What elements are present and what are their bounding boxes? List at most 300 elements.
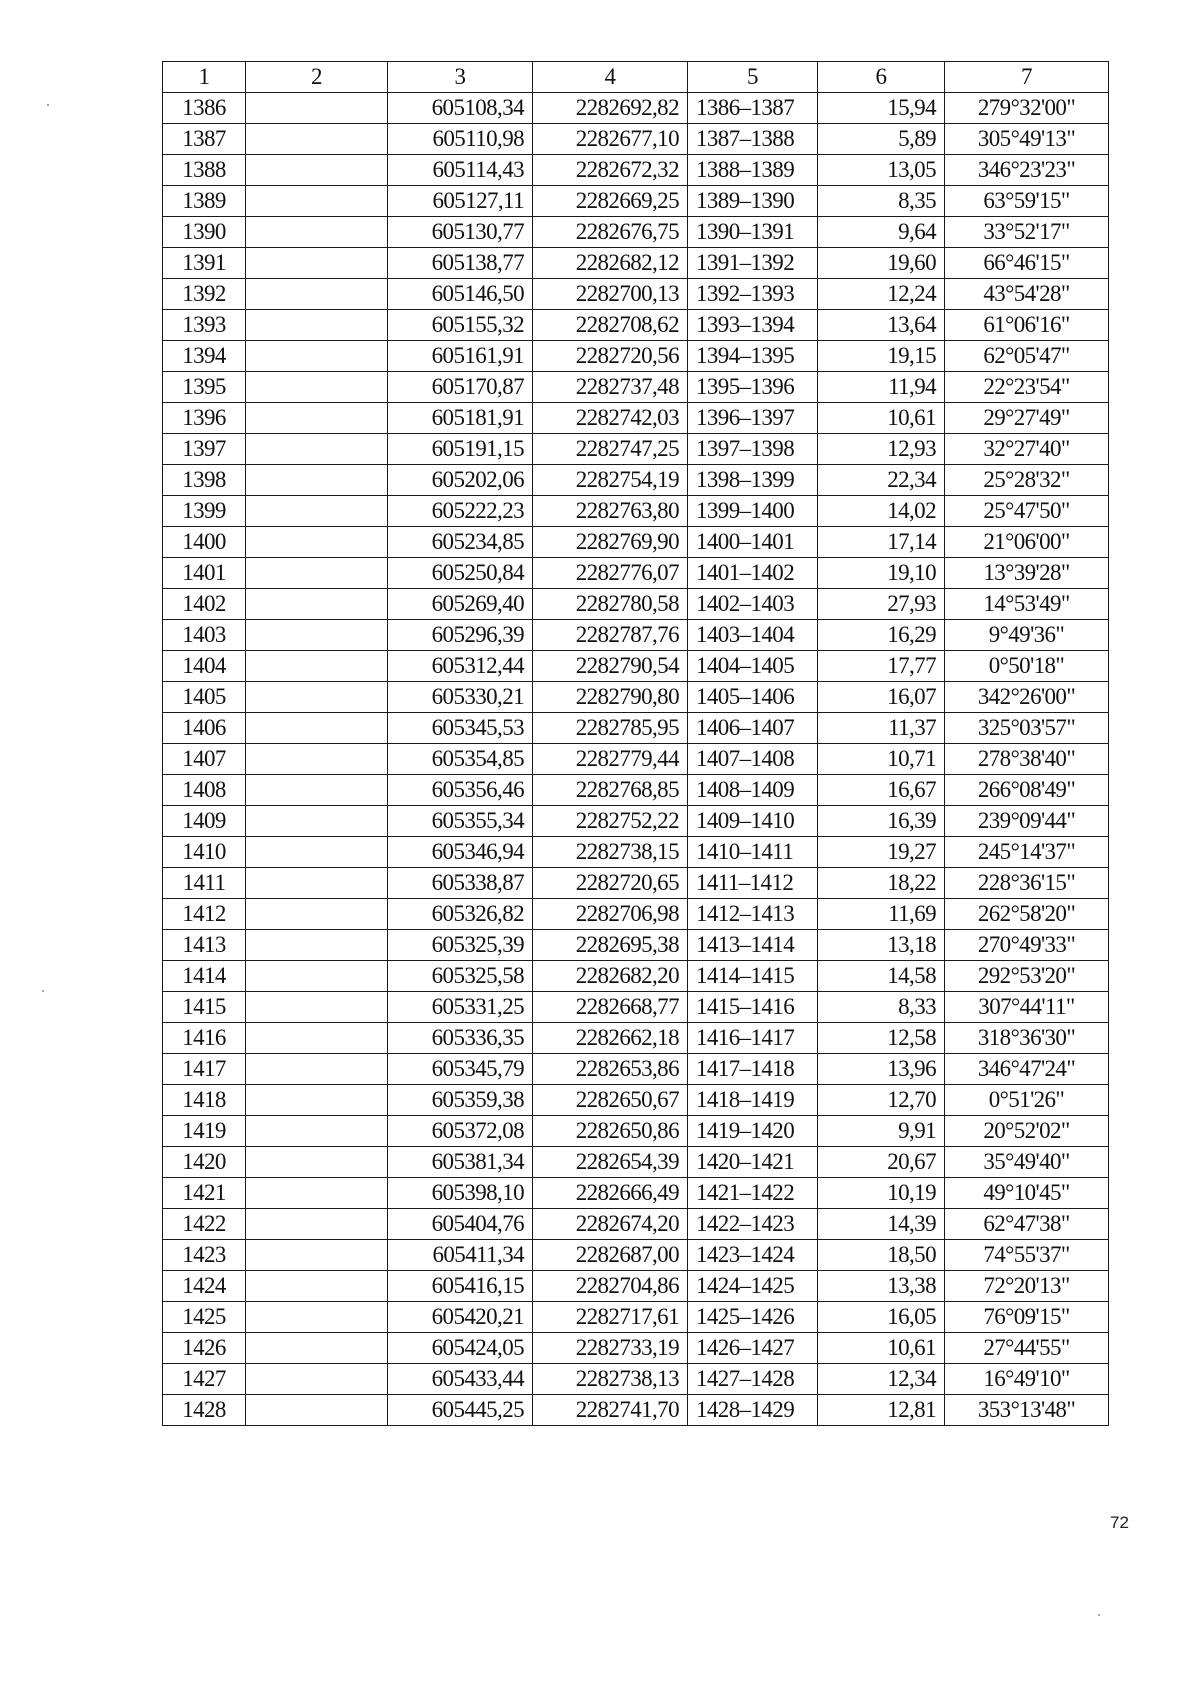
coord-x-cell: 605130,77	[388, 217, 533, 248]
point-number-cell: 1423	[163, 1240, 246, 1271]
point-note-cell	[246, 465, 388, 496]
table-row	[163, 527, 1109, 558]
segment-cell: 1404–1405	[688, 651, 818, 682]
column-header: 7	[945, 62, 1109, 93]
point-number-cell: 1424	[163, 1271, 246, 1302]
bearing-cell: 25°47'50"	[945, 496, 1109, 527]
coord-x-cell: 605312,44	[388, 651, 533, 682]
length-cell: 22,34	[818, 465, 945, 496]
coord-y-cell: 2282653,86	[533, 1054, 688, 1085]
coord-x-cell: 605331,25	[388, 992, 533, 1023]
segment-cell: 1425–1426	[688, 1302, 818, 1333]
coord-x-cell: 605234,85	[388, 527, 533, 558]
point-note-cell	[246, 558, 388, 589]
coordinates-table	[162, 61, 1109, 1426]
bearing-cell: 33°52'17"	[945, 217, 1109, 248]
point-note-cell	[246, 1364, 388, 1395]
bearing-cell: 63°59'15"	[945, 186, 1109, 217]
point-number-cell: 1416	[163, 1023, 246, 1054]
table-row	[163, 620, 1109, 651]
table-row	[163, 372, 1109, 403]
segment-cell: 1386–1387	[688, 93, 818, 124]
coord-y-cell: 2282733,19	[533, 1333, 688, 1364]
segment-cell: 1392–1393	[688, 279, 818, 310]
coord-y-cell: 2282769,90	[533, 527, 688, 558]
coord-x-cell: 605345,53	[388, 713, 533, 744]
length-cell: 19,27	[818, 837, 945, 868]
segment-cell: 1397–1398	[688, 434, 818, 465]
bearing-cell: 27°44'55"	[945, 1333, 1109, 1364]
table-row	[163, 217, 1109, 248]
table-row	[163, 1364, 1109, 1395]
coord-y-cell: 2282650,67	[533, 1085, 688, 1116]
point-note-cell	[246, 310, 388, 341]
column-header: 1	[163, 62, 246, 93]
table-row	[163, 248, 1109, 279]
table-row	[163, 961, 1109, 992]
coord-x-cell: 605338,87	[388, 868, 533, 899]
bearing-cell: 61°06'16"	[945, 310, 1109, 341]
table-row	[163, 434, 1109, 465]
coord-y-cell: 2282776,07	[533, 558, 688, 589]
coord-x-cell: 605330,21	[388, 682, 533, 713]
coord-y-cell: 2282695,38	[533, 930, 688, 961]
bearing-cell: 43°54'28"	[945, 279, 1109, 310]
bearing-cell: 292°53'20"	[945, 961, 1109, 992]
segment-cell: 1409–1410	[688, 806, 818, 837]
coord-y-cell: 2282738,15	[533, 837, 688, 868]
coord-x-cell: 605424,05	[388, 1333, 533, 1364]
bearing-cell: 0°51'26"	[945, 1085, 1109, 1116]
point-number-cell: 1399	[163, 496, 246, 527]
point-number-cell: 1425	[163, 1302, 246, 1333]
point-number-cell: 1412	[163, 899, 246, 930]
page-number: 72	[1110, 1513, 1129, 1532]
length-cell: 10,19	[818, 1178, 945, 1209]
point-number-cell: 1386	[163, 93, 246, 124]
table-row	[163, 806, 1109, 837]
length-cell: 16,05	[818, 1302, 945, 1333]
table-row	[163, 651, 1109, 682]
length-cell: 18,50	[818, 1240, 945, 1271]
point-number-cell: 1404	[163, 651, 246, 682]
coord-x-cell: 605296,39	[388, 620, 533, 651]
point-number-cell: 1401	[163, 558, 246, 589]
table-row	[163, 1116, 1109, 1147]
coord-y-cell: 2282763,80	[533, 496, 688, 527]
point-number-cell: 1417	[163, 1054, 246, 1085]
coord-y-cell: 2282768,85	[533, 775, 688, 806]
point-note-cell	[246, 651, 388, 682]
table-row	[163, 496, 1109, 527]
segment-cell: 1401–1402	[688, 558, 818, 589]
point-number-cell: 1426	[163, 1333, 246, 1364]
coord-y-cell: 2282787,76	[533, 620, 688, 651]
table-row	[163, 1333, 1109, 1364]
segment-cell: 1413–1414	[688, 930, 818, 961]
coord-x-cell: 605127,11	[388, 186, 533, 217]
table-row	[163, 744, 1109, 775]
bearing-cell: 72°20'13"	[945, 1271, 1109, 1302]
segment-cell: 1415–1416	[688, 992, 818, 1023]
segment-cell: 1400–1401	[688, 527, 818, 558]
point-note-cell	[246, 1023, 388, 1054]
bearing-cell: 228°36'15"	[945, 868, 1109, 899]
point-note-cell	[246, 248, 388, 279]
coord-x-cell: 605202,06	[388, 465, 533, 496]
segment-cell: 1393–1394	[688, 310, 818, 341]
point-number-cell: 1427	[163, 1364, 246, 1395]
bearing-cell: 346°47'24"	[945, 1054, 1109, 1085]
point-note-cell	[246, 589, 388, 620]
coord-x-cell: 605250,84	[388, 558, 533, 589]
coord-x-cell: 605398,10	[388, 1178, 533, 1209]
coord-y-cell: 2282650,86	[533, 1116, 688, 1147]
point-number-cell: 1419	[163, 1116, 246, 1147]
table-row	[163, 589, 1109, 620]
coord-y-cell: 2282720,56	[533, 341, 688, 372]
point-note-cell	[246, 620, 388, 651]
bearing-cell: 29°27'49"	[945, 403, 1109, 434]
length-cell: 27,93	[818, 589, 945, 620]
coord-x-cell: 605404,76	[388, 1209, 533, 1240]
segment-cell: 1390–1391	[688, 217, 818, 248]
coord-x-cell: 605170,87	[388, 372, 533, 403]
point-note-cell	[246, 1178, 388, 1209]
table-row	[163, 837, 1109, 868]
coord-y-cell: 2282682,20	[533, 961, 688, 992]
bearing-cell: 22°23'54"	[945, 372, 1109, 403]
segment-cell: 1406–1407	[688, 713, 818, 744]
table-row	[163, 1395, 1109, 1426]
coord-y-cell: 2282741,70	[533, 1395, 688, 1426]
coord-y-cell: 2282677,10	[533, 124, 688, 155]
length-cell: 8,33	[818, 992, 945, 1023]
point-number-cell: 1405	[163, 682, 246, 713]
point-note-cell	[246, 217, 388, 248]
bearing-cell: 16°49'10"	[945, 1364, 1109, 1395]
segment-cell: 1403–1404	[688, 620, 818, 651]
point-note-cell	[246, 899, 388, 930]
table-row	[163, 775, 1109, 806]
column-header: 5	[688, 62, 818, 93]
bearing-cell: 278°38'40"	[945, 744, 1109, 775]
coord-y-cell: 2282790,80	[533, 682, 688, 713]
coord-y-cell: 2282682,12	[533, 248, 688, 279]
length-cell: 13,05	[818, 155, 945, 186]
point-number-cell: 1390	[163, 217, 246, 248]
point-number-cell: 1411	[163, 868, 246, 899]
length-cell: 19,60	[818, 248, 945, 279]
coord-y-cell: 2282708,62	[533, 310, 688, 341]
length-cell: 5,89	[818, 124, 945, 155]
segment-cell: 1422–1423	[688, 1209, 818, 1240]
length-cell: 12,24	[818, 279, 945, 310]
point-note-cell	[246, 124, 388, 155]
bearing-cell: 307°44'11"	[945, 992, 1109, 1023]
table-row	[163, 1240, 1109, 1271]
coord-x-cell: 605325,39	[388, 930, 533, 961]
point-note-cell	[246, 806, 388, 837]
segment-cell: 1408–1409	[688, 775, 818, 806]
coord-x-cell: 605191,15	[388, 434, 533, 465]
point-note-cell	[246, 496, 388, 527]
length-cell: 10,71	[818, 744, 945, 775]
segment-cell: 1410–1411	[688, 837, 818, 868]
point-note-cell	[246, 1333, 388, 1364]
coord-x-cell: 605325,58	[388, 961, 533, 992]
point-note-cell	[246, 434, 388, 465]
point-number-cell: 1420	[163, 1147, 246, 1178]
coord-x-cell: 605411,34	[388, 1240, 533, 1271]
segment-cell: 1428–1429	[688, 1395, 818, 1426]
length-cell: 17,77	[818, 651, 945, 682]
length-cell: 12,81	[818, 1395, 945, 1426]
point-number-cell: 1406	[163, 713, 246, 744]
segment-cell: 1407–1408	[688, 744, 818, 775]
coord-x-cell: 605356,46	[388, 775, 533, 806]
bearing-cell: 21°06'00"	[945, 527, 1109, 558]
segment-cell: 1394–1395	[688, 341, 818, 372]
segment-cell: 1398–1399	[688, 465, 818, 496]
length-cell: 9,64	[818, 217, 945, 248]
length-cell: 16,29	[818, 620, 945, 651]
coord-x-cell: 605146,50	[388, 279, 533, 310]
point-number-cell: 1392	[163, 279, 246, 310]
scan-speck	[42, 990, 44, 992]
table-row	[163, 155, 1109, 186]
bearing-cell: 346°23'23"	[945, 155, 1109, 186]
segment-cell: 1423–1424	[688, 1240, 818, 1271]
coord-y-cell: 2282717,61	[533, 1302, 688, 1333]
point-note-cell	[246, 341, 388, 372]
coord-y-cell: 2282704,86	[533, 1271, 688, 1302]
column-header: 3	[388, 62, 533, 93]
coord-x-cell: 605420,21	[388, 1302, 533, 1333]
length-cell: 11,94	[818, 372, 945, 403]
bearing-cell: 262°58'20"	[945, 899, 1109, 930]
point-note-cell	[246, 527, 388, 558]
table-row	[163, 186, 1109, 217]
table-row	[163, 682, 1109, 713]
table-row	[163, 1147, 1109, 1178]
bearing-cell: 239°09'44"	[945, 806, 1109, 837]
table-row	[163, 1271, 1109, 1302]
segment-cell: 1417–1418	[688, 1054, 818, 1085]
table-row	[163, 124, 1109, 155]
coord-x-cell: 605181,91	[388, 403, 533, 434]
coord-y-cell: 2282672,32	[533, 155, 688, 186]
point-note-cell	[246, 1395, 388, 1426]
length-cell: 8,35	[818, 186, 945, 217]
bearing-cell: 32°27'40"	[945, 434, 1109, 465]
segment-cell: 1411–1412	[688, 868, 818, 899]
coord-y-cell: 2282752,22	[533, 806, 688, 837]
length-cell: 20,67	[818, 1147, 945, 1178]
coord-x-cell: 605269,40	[388, 589, 533, 620]
table-row	[163, 930, 1109, 961]
coord-x-cell: 605416,15	[388, 1271, 533, 1302]
length-cell: 10,61	[818, 1333, 945, 1364]
coord-y-cell: 2282779,44	[533, 744, 688, 775]
length-cell: 18,22	[818, 868, 945, 899]
point-note-cell	[246, 744, 388, 775]
point-number-cell: 1422	[163, 1209, 246, 1240]
point-number-cell: 1391	[163, 248, 246, 279]
coord-y-cell: 2282674,20	[533, 1209, 688, 1240]
bearing-cell: 66°46'15"	[945, 248, 1109, 279]
point-note-cell	[246, 279, 388, 310]
point-number-cell: 1388	[163, 155, 246, 186]
coord-y-cell: 2282754,19	[533, 465, 688, 496]
point-number-cell: 1398	[163, 465, 246, 496]
point-number-cell: 1395	[163, 372, 246, 403]
coord-y-cell: 2282666,49	[533, 1178, 688, 1209]
point-note-cell	[246, 713, 388, 744]
coord-x-cell: 605138,77	[388, 248, 533, 279]
coord-y-cell: 2282692,82	[533, 93, 688, 124]
coord-x-cell: 605336,35	[388, 1023, 533, 1054]
point-number-cell: 1414	[163, 961, 246, 992]
coord-y-cell: 2282669,25	[533, 186, 688, 217]
table-row	[163, 1178, 1109, 1209]
length-cell: 16,07	[818, 682, 945, 713]
table-row	[163, 1302, 1109, 1333]
table-row	[163, 1054, 1109, 1085]
point-number-cell: 1428	[163, 1395, 246, 1426]
coord-y-cell: 2282785,95	[533, 713, 688, 744]
bearing-cell: 245°14'37"	[945, 837, 1109, 868]
scan-speck	[1098, 1614, 1100, 1616]
table-body	[163, 93, 1109, 1426]
segment-cell: 1426–1427	[688, 1333, 818, 1364]
table-row	[163, 1023, 1109, 1054]
coord-x-cell: 605359,38	[388, 1085, 533, 1116]
bearing-cell: 35°49'40"	[945, 1147, 1109, 1178]
coord-x-cell: 605155,32	[388, 310, 533, 341]
point-note-cell	[246, 837, 388, 868]
table-row	[163, 403, 1109, 434]
bearing-cell: 353°13'48"	[945, 1395, 1109, 1426]
length-cell: 9,91	[818, 1116, 945, 1147]
table-row	[163, 465, 1109, 496]
segment-cell: 1389–1390	[688, 186, 818, 217]
table-row	[163, 341, 1109, 372]
point-number-cell: 1389	[163, 186, 246, 217]
segment-cell: 1418–1419	[688, 1085, 818, 1116]
coord-x-cell: 605445,25	[388, 1395, 533, 1426]
bearing-cell: 14°53'49"	[945, 589, 1109, 620]
bearing-cell: 325°03'57"	[945, 713, 1109, 744]
bearing-cell: 49°10'45"	[945, 1178, 1109, 1209]
coord-x-cell: 605161,91	[388, 341, 533, 372]
point-note-cell	[246, 1302, 388, 1333]
bearing-cell: 318°36'30"	[945, 1023, 1109, 1054]
length-cell: 15,94	[818, 93, 945, 124]
segment-cell: 1388–1389	[688, 155, 818, 186]
coord-x-cell: 605108,34	[388, 93, 533, 124]
table-row	[163, 558, 1109, 589]
point-note-cell	[246, 868, 388, 899]
segment-cell: 1414–1415	[688, 961, 818, 992]
coord-x-cell: 605110,98	[388, 124, 533, 155]
point-note-cell	[246, 961, 388, 992]
length-cell: 13,38	[818, 1271, 945, 1302]
table-row	[163, 1209, 1109, 1240]
point-number-cell: 1402	[163, 589, 246, 620]
bearing-cell: 20°52'02"	[945, 1116, 1109, 1147]
point-note-cell	[246, 1116, 388, 1147]
coord-y-cell: 2282737,48	[533, 372, 688, 403]
table-row	[163, 1085, 1109, 1116]
table-row	[163, 713, 1109, 744]
bearing-cell: 266°08'49"	[945, 775, 1109, 806]
point-number-cell: 1393	[163, 310, 246, 341]
coord-y-cell: 2282790,54	[533, 651, 688, 682]
segment-cell: 1421–1422	[688, 1178, 818, 1209]
point-note-cell	[246, 372, 388, 403]
coord-x-cell: 605433,44	[388, 1364, 533, 1395]
column-header: 2	[246, 62, 388, 93]
coord-y-cell: 2282738,13	[533, 1364, 688, 1395]
bearing-cell: 13°39'28"	[945, 558, 1109, 589]
coord-x-cell: 605326,82	[388, 899, 533, 930]
coord-y-cell: 2282654,39	[533, 1147, 688, 1178]
point-note-cell	[246, 930, 388, 961]
point-note-cell	[246, 403, 388, 434]
segment-cell: 1420–1421	[688, 1147, 818, 1178]
scan-speck	[47, 104, 49, 106]
point-note-cell	[246, 155, 388, 186]
length-cell: 19,10	[818, 558, 945, 589]
coord-x-cell: 605114,43	[388, 155, 533, 186]
bearing-cell: 74°55'37"	[945, 1240, 1109, 1271]
table-row	[163, 93, 1109, 124]
length-cell: 13,18	[818, 930, 945, 961]
point-number-cell: 1409	[163, 806, 246, 837]
length-cell: 14,02	[818, 496, 945, 527]
table-row	[163, 868, 1109, 899]
point-number-cell: 1421	[163, 1178, 246, 1209]
bearing-cell: 342°26'00"	[945, 682, 1109, 713]
bearing-cell: 305°49'13"	[945, 124, 1109, 155]
bearing-cell: 25°28'32"	[945, 465, 1109, 496]
coord-x-cell: 605372,08	[388, 1116, 533, 1147]
table-row	[163, 899, 1109, 930]
segment-cell: 1412–1413	[688, 899, 818, 930]
segment-cell: 1387–1388	[688, 124, 818, 155]
point-number-cell: 1397	[163, 434, 246, 465]
column-header: 4	[533, 62, 688, 93]
coord-y-cell: 2282747,25	[533, 434, 688, 465]
length-cell: 11,69	[818, 899, 945, 930]
bearing-cell: 9°49'36"	[945, 620, 1109, 651]
point-number-cell: 1400	[163, 527, 246, 558]
point-note-cell	[246, 93, 388, 124]
coord-y-cell: 2282687,00	[533, 1240, 688, 1271]
point-note-cell	[246, 775, 388, 806]
segment-cell: 1419–1420	[688, 1116, 818, 1147]
coord-x-cell: 605355,34	[388, 806, 533, 837]
point-number-cell: 1410	[163, 837, 246, 868]
segment-cell: 1391–1392	[688, 248, 818, 279]
length-cell: 19,15	[818, 341, 945, 372]
length-cell: 17,14	[818, 527, 945, 558]
point-note-cell	[246, 186, 388, 217]
point-note-cell	[246, 992, 388, 1023]
bearing-cell: 0°50'18"	[945, 651, 1109, 682]
length-cell: 16,39	[818, 806, 945, 837]
